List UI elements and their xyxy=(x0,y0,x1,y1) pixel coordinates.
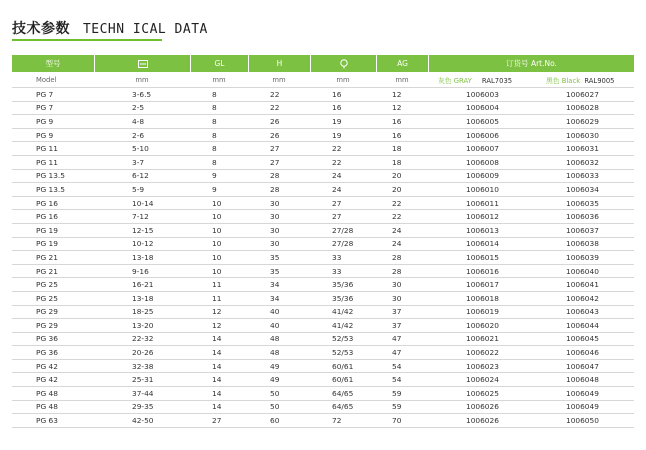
cell-black-article: 1006027 xyxy=(538,88,634,102)
cell-model: PG 25 xyxy=(12,278,94,292)
cell-clamp-range: 29-35 xyxy=(94,401,190,415)
cell-ag: 24 xyxy=(376,224,428,238)
cell-black-article: 1006044 xyxy=(538,319,634,333)
cell-clamp-range: 42-50 xyxy=(94,414,190,428)
cell-wrench-size: 27 xyxy=(310,210,376,224)
cell-model: PG 42 xyxy=(12,360,94,374)
cell-clamp-range: 18-25 xyxy=(94,306,190,320)
table-row xyxy=(12,129,634,143)
cell-black-article: 1006029 xyxy=(538,115,634,129)
cell-gray-article: 1006012 xyxy=(428,210,538,224)
cell-h: 34 xyxy=(248,292,310,306)
cell-gray-article: 1006020 xyxy=(428,319,538,333)
cell-gl: 8 xyxy=(190,102,248,116)
cell-black-article: 1006036 xyxy=(538,210,634,224)
cell-wrench-size: 22 xyxy=(310,156,376,170)
cell-ag: 59 xyxy=(376,401,428,415)
cell-gray-article: 1006016 xyxy=(428,265,538,279)
wrench-icon xyxy=(339,59,349,69)
cell-ag: 20 xyxy=(376,183,428,197)
cell-wrench-size: 27/28 xyxy=(310,224,376,238)
cell-gray-article: 1006014 xyxy=(428,238,538,252)
cell-gl: 10 xyxy=(190,251,248,265)
cell-ag: 37 xyxy=(376,306,428,320)
cell-wrench-size: 27 xyxy=(310,197,376,211)
cell-model: PG 48 xyxy=(12,387,94,401)
gray-ral: RAL7035 xyxy=(481,76,513,85)
cell-ag: 70 xyxy=(376,414,428,428)
table-row xyxy=(12,102,634,116)
cell-h: 30 xyxy=(248,224,310,238)
table-row xyxy=(12,319,634,333)
cell-ag: 22 xyxy=(376,197,428,211)
cell-clamp-range: 4-8 xyxy=(94,115,190,129)
cell-model: PG 63 xyxy=(12,414,94,428)
cell-gl: 14 xyxy=(190,346,248,360)
cell-gl: 9 xyxy=(190,170,248,184)
cell-gray-article: 1006009 xyxy=(428,170,538,184)
cell-wrench-size: 41/42 xyxy=(310,319,376,333)
subheader-black xyxy=(538,72,634,88)
cell-clamp-range: 9-16 xyxy=(94,265,190,279)
cell-gray-article: 1006003 xyxy=(428,88,538,102)
cell-h: 50 xyxy=(248,387,310,401)
cell-gray-article: 1006015 xyxy=(428,251,538,265)
cell-ag: 37 xyxy=(376,319,428,333)
cell-gray-article: 1006025 xyxy=(428,387,538,401)
cell-clamp-range: 5-9 xyxy=(94,183,190,197)
cell-ag: 16 xyxy=(376,129,428,143)
cell-gray-article: 1006026 xyxy=(428,414,538,428)
cell-ag: 18 xyxy=(376,142,428,156)
cell-gl: 14 xyxy=(190,333,248,347)
subheader-gray xyxy=(428,72,538,88)
cell-wrench-size: 33 xyxy=(310,251,376,265)
cell-model: PG 11 xyxy=(12,156,94,170)
cell-wrench-size: 16 xyxy=(310,102,376,116)
table-row xyxy=(12,210,634,224)
cell-gl: 8 xyxy=(190,156,248,170)
cell-gl: 9 xyxy=(190,183,248,197)
cell-model: PG 48 xyxy=(12,401,94,415)
table-row xyxy=(12,224,634,238)
cell-black-article: 1006031 xyxy=(538,142,634,156)
cell-clamp-range: 25-31 xyxy=(94,373,190,387)
cell-gray-article: 1006017 xyxy=(428,278,538,292)
gray-label: 灰色 GRAY xyxy=(438,76,472,85)
cell-clamp-range: 2-5 xyxy=(94,102,190,116)
cell-black-article: 1006028 xyxy=(538,102,634,116)
table-row xyxy=(12,401,634,415)
cell-h: 60 xyxy=(248,414,310,428)
cell-ag: 22 xyxy=(376,210,428,224)
cell-black-article: 1006048 xyxy=(538,373,634,387)
cell-wrench-size: 27/28 xyxy=(310,238,376,252)
cell-clamp-range: 2-6 xyxy=(94,129,190,143)
cell-h: 22 xyxy=(248,88,310,102)
table-row xyxy=(12,278,634,292)
cell-model: PG 36 xyxy=(12,333,94,347)
cell-h: 30 xyxy=(248,238,310,252)
cell-black-article: 1006047 xyxy=(538,360,634,374)
cell-ag: 18 xyxy=(376,156,428,170)
cell-h: 40 xyxy=(248,319,310,333)
cell-gl: 10 xyxy=(190,265,248,279)
cell-model: PG 36 xyxy=(12,346,94,360)
table-row xyxy=(12,238,634,252)
cell-gl: 27 xyxy=(190,414,248,428)
cell-h: 48 xyxy=(248,333,310,347)
cell-ag: 54 xyxy=(376,373,428,387)
cell-h: 26 xyxy=(248,129,310,143)
cell-black-article: 1006050 xyxy=(538,414,634,428)
cell-h: 50 xyxy=(248,401,310,415)
subheader-h-unit: mm xyxy=(248,72,310,88)
cell-model: PG 11 xyxy=(12,142,94,156)
cell-h: 35 xyxy=(248,265,310,279)
table-subheader-row xyxy=(12,72,634,88)
clamp-range-icon xyxy=(138,60,148,68)
subheader-gl-unit: mm xyxy=(190,72,248,88)
cell-h: 28 xyxy=(248,183,310,197)
table-row xyxy=(12,183,634,197)
table-row xyxy=(12,88,634,102)
cell-clamp-range: 13-18 xyxy=(94,292,190,306)
table-row xyxy=(12,387,634,401)
cell-model: PG 16 xyxy=(12,197,94,211)
cell-gray-article: 1006013 xyxy=(428,224,538,238)
cell-gl: 14 xyxy=(190,387,248,401)
header-model: 型号 xyxy=(12,55,94,72)
cell-wrench-size: 52/53 xyxy=(310,346,376,360)
cell-gray-article: 1006018 xyxy=(428,292,538,306)
table-row xyxy=(12,170,634,184)
cell-gl: 10 xyxy=(190,210,248,224)
cell-h: 40 xyxy=(248,306,310,320)
cell-wrench-size: 24 xyxy=(310,183,376,197)
cell-clamp-range: 22-32 xyxy=(94,333,190,347)
cell-clamp-range: 5-10 xyxy=(94,142,190,156)
cell-ag: 30 xyxy=(376,292,428,306)
cell-gl: 10 xyxy=(190,197,248,211)
cell-wrench-size: 16 xyxy=(310,88,376,102)
table-row xyxy=(12,197,634,211)
table-row xyxy=(12,251,634,265)
subheader-range-unit: mm xyxy=(94,72,190,88)
table-row xyxy=(12,414,634,428)
cell-h: 30 xyxy=(248,210,310,224)
cell-h: 34 xyxy=(248,278,310,292)
cell-ag: 16 xyxy=(376,115,428,129)
cell-clamp-range: 3-7 xyxy=(94,156,190,170)
cell-black-article: 1006033 xyxy=(538,170,634,184)
cell-gl: 11 xyxy=(190,292,248,306)
cell-model: PG 21 xyxy=(12,251,94,265)
cell-model: PG 42 xyxy=(12,373,94,387)
cell-model: PG 29 xyxy=(12,306,94,320)
header-gl: GL xyxy=(190,55,248,72)
cell-gl: 12 xyxy=(190,319,248,333)
cell-ag: 12 xyxy=(376,88,428,102)
table-row xyxy=(12,373,634,387)
table-row xyxy=(12,115,634,129)
cell-black-article: 1006046 xyxy=(538,346,634,360)
table-row xyxy=(12,333,634,347)
cell-model: PG 25 xyxy=(12,292,94,306)
cell-wrench-size: 52/53 xyxy=(310,333,376,347)
table-row xyxy=(12,360,634,374)
cell-model: PG 9 xyxy=(12,115,94,129)
cell-black-article: 1006037 xyxy=(538,224,634,238)
cell-black-article: 1006049 xyxy=(538,401,634,415)
table-row xyxy=(12,265,634,279)
table-row xyxy=(12,346,634,360)
header-ag: AG xyxy=(376,55,428,72)
cell-clamp-range: 10-12 xyxy=(94,238,190,252)
table-header-row xyxy=(12,55,634,72)
cell-gl: 8 xyxy=(190,142,248,156)
cell-ag: 28 xyxy=(376,265,428,279)
cell-h: 26 xyxy=(248,115,310,129)
cell-gl: 14 xyxy=(190,373,248,387)
cell-black-article: 1006039 xyxy=(538,251,634,265)
cell-gl: 8 xyxy=(190,88,248,102)
header-order-number: 订货号 Art.No. xyxy=(428,55,634,72)
black-ral: RAL9005 xyxy=(584,76,615,85)
header-clamp-range xyxy=(94,55,190,72)
cell-h: 35 xyxy=(248,251,310,265)
cell-gray-article: 1006023 xyxy=(428,360,538,374)
table-row xyxy=(12,292,634,306)
cell-model: PG 16 xyxy=(12,210,94,224)
cell-gray-article: 1006010 xyxy=(428,183,538,197)
black-label: 黑色 Black xyxy=(546,76,581,85)
cell-clamp-range: 12-15 xyxy=(94,224,190,238)
subheader-ag-unit: mm xyxy=(376,72,428,88)
cell-model: PG 21 xyxy=(12,265,94,279)
cell-ag: 59 xyxy=(376,387,428,401)
header-h: H xyxy=(248,55,310,72)
cell-black-article: 1006042 xyxy=(538,292,634,306)
table-row xyxy=(12,156,634,170)
cell-gl: 11 xyxy=(190,278,248,292)
cell-gl: 10 xyxy=(190,224,248,238)
cell-model: PG 9 xyxy=(12,129,94,143)
cell-wrench-size: 64/65 xyxy=(310,401,376,415)
cell-gl: 14 xyxy=(190,401,248,415)
cell-black-article: 1006038 xyxy=(538,238,634,252)
cell-black-article: 1006049 xyxy=(538,387,634,401)
cell-gray-article: 1006019 xyxy=(428,306,538,320)
cell-wrench-size: 19 xyxy=(310,129,376,143)
cell-h: 30 xyxy=(248,197,310,211)
page-title xyxy=(12,18,208,38)
cell-model: PG 19 xyxy=(12,238,94,252)
cell-black-article: 1006043 xyxy=(538,306,634,320)
cell-wrench-size: 35/36 xyxy=(310,292,376,306)
cell-gray-article: 1006006 xyxy=(428,129,538,143)
cell-gl: 12 xyxy=(190,306,248,320)
cell-h: 49 xyxy=(248,360,310,374)
cell-gl: 14 xyxy=(190,360,248,374)
cell-gray-article: 1006004 xyxy=(428,102,538,116)
cell-model: PG 13.5 xyxy=(12,170,94,184)
cell-wrench-size: 22 xyxy=(310,142,376,156)
cell-wrench-size: 60/61 xyxy=(310,373,376,387)
cell-ag: 54 xyxy=(376,360,428,374)
cell-clamp-range: 32-38 xyxy=(94,360,190,374)
cell-clamp-range: 6-12 xyxy=(94,170,190,184)
cell-wrench-size: 35/36 xyxy=(310,278,376,292)
cell-ag: 30 xyxy=(376,278,428,292)
cell-h: 22 xyxy=(248,102,310,116)
cell-black-article: 1006045 xyxy=(538,333,634,347)
cell-clamp-range: 13-18 xyxy=(94,251,190,265)
cell-model: PG 7 xyxy=(12,102,94,116)
cell-h: 49 xyxy=(248,373,310,387)
cell-h: 27 xyxy=(248,156,310,170)
cell-black-article: 1006032 xyxy=(538,156,634,170)
cell-model: PG 7 xyxy=(12,88,94,102)
cell-gray-article: 1006022 xyxy=(428,346,538,360)
table-row xyxy=(12,306,634,320)
cell-clamp-range: 20-26 xyxy=(94,346,190,360)
cell-wrench-size: 60/61 xyxy=(310,360,376,374)
cell-clamp-range: 3-6.5 xyxy=(94,88,190,102)
cell-gray-article: 1006021 xyxy=(428,333,538,347)
cell-wrench-size: 64/65 xyxy=(310,387,376,401)
table-row xyxy=(12,142,634,156)
cell-wrench-size: 41/42 xyxy=(310,306,376,320)
cell-wrench-size: 24 xyxy=(310,170,376,184)
cell-gray-article: 1006026 xyxy=(428,401,538,415)
subheader-sw-unit: mm xyxy=(310,72,376,88)
header-wrench xyxy=(310,55,376,72)
cell-clamp-range: 13-20 xyxy=(94,319,190,333)
cell-wrench-size: 19 xyxy=(310,115,376,129)
cell-gray-article: 1006007 xyxy=(428,142,538,156)
cell-h: 28 xyxy=(248,170,310,184)
cell-h: 48 xyxy=(248,346,310,360)
cell-h: 27 xyxy=(248,142,310,156)
cell-clamp-range: 16-21 xyxy=(94,278,190,292)
subheader-model: Model xyxy=(12,72,94,88)
cell-gray-article: 1006024 xyxy=(428,373,538,387)
title-chinese: 技术参数 xyxy=(12,21,70,37)
cell-black-article: 1006040 xyxy=(538,265,634,279)
cell-wrench-size: 72 xyxy=(310,414,376,428)
cell-wrench-size: 33 xyxy=(310,265,376,279)
cell-gray-article: 1006011 xyxy=(428,197,538,211)
title-underline xyxy=(12,39,162,41)
cell-gray-article: 1006005 xyxy=(428,115,538,129)
cell-clamp-range: 37-44 xyxy=(94,387,190,401)
cell-model: PG 13.5 xyxy=(12,183,94,197)
cell-clamp-range: 7-12 xyxy=(94,210,190,224)
cell-gl: 10 xyxy=(190,238,248,252)
cell-model: PG 29 xyxy=(12,319,94,333)
cell-ag: 20 xyxy=(376,170,428,184)
cell-gl: 8 xyxy=(190,129,248,143)
cell-model: PG 19 xyxy=(12,224,94,238)
cell-clamp-range: 10-14 xyxy=(94,197,190,211)
cell-ag: 47 xyxy=(376,346,428,360)
title-english: TECHN ICAL DATA xyxy=(82,22,208,37)
cell-black-article: 1006041 xyxy=(538,278,634,292)
cell-gray-article: 1006008 xyxy=(428,156,538,170)
cell-ag: 24 xyxy=(376,238,428,252)
technical-data-table xyxy=(12,55,634,428)
cell-ag: 12 xyxy=(376,102,428,116)
cell-black-article: 1006034 xyxy=(538,183,634,197)
cell-black-article: 1006030 xyxy=(538,129,634,143)
cell-black-article: 1006035 xyxy=(538,197,634,211)
cell-gl: 8 xyxy=(190,115,248,129)
cell-ag: 28 xyxy=(376,251,428,265)
cell-ag: 47 xyxy=(376,333,428,347)
